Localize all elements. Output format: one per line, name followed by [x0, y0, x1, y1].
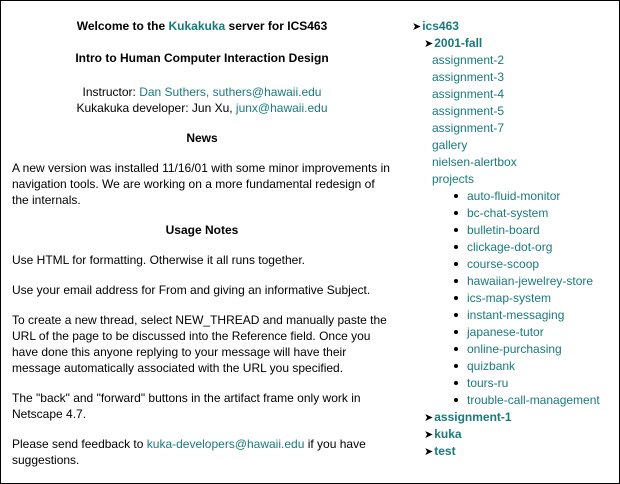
- tree-item-link[interactable]: assignment-5: [432, 104, 505, 118]
- tree-item-link[interactable]: gallery: [432, 138, 468, 152]
- usage-note-netscape: The "back" and "forward" buttons in the artifact frame only work in Netscape 4.7.: [12, 391, 361, 421]
- tree-item-assignment-7[interactable]: [432, 120, 612, 137]
- tree-item-link[interactable]: assignment-7: [432, 121, 505, 135]
- bullet-icon: [454, 398, 458, 402]
- navigation-tree: [412, 18, 612, 460]
- project-item-trouble-call-management[interactable]: [454, 392, 612, 409]
- kukakuka-link[interactable]: Kukakuka: [168, 19, 226, 33]
- news-heading: News: [186, 131, 218, 145]
- usage-note-email: Use your email address for From and giving an informative Subject.: [12, 283, 371, 297]
- usage-heading: Usage Notes: [165, 223, 239, 237]
- course-subtitle: Intro to Human Computer Interaction Design: [75, 51, 329, 65]
- main-content: [12, 14, 392, 468]
- expand-arrow-icon: ➤: [424, 38, 434, 50]
- bullet-icon: [454, 194, 458, 198]
- usage-note-formatting: Use HTML for formatting. Otherwise it all runs together.: [12, 253, 305, 267]
- welcome-suffix: server for ICS463: [225, 19, 328, 33]
- project-link[interactable]: quizbank: [467, 359, 516, 373]
- expand-arrow-icon: ➤: [424, 412, 434, 424]
- tree-item-projects[interactable]: [432, 171, 612, 188]
- tree-folder-test[interactable]: [424, 443, 612, 460]
- tree-item-assignment-5[interactable]: [432, 103, 612, 120]
- expand-arrow-icon: ➤: [424, 429, 434, 441]
- expand-arrow-icon: ➤: [424, 446, 434, 458]
- tree-item-nielsen-alertbox[interactable]: [432, 154, 612, 171]
- project-link[interactable]: hawaiian-jewelrey-store: [467, 274, 594, 288]
- project-item-online-purchasing[interactable]: [454, 341, 612, 358]
- bullet-icon: [454, 262, 458, 266]
- feedback-email-link[interactable]: kuka-developers@hawaii.edu: [146, 437, 305, 451]
- bullet-icon: [454, 279, 458, 283]
- news-text: A new version was installed 11/16/01 with some minor improvements in navigation tools. We are working on a more fundamental redesign of the internals.: [12, 161, 390, 207]
- tree-item-gallery[interactable]: [432, 137, 612, 154]
- tree-item-link[interactable]: nielsen-alertbox: [432, 155, 517, 169]
- instructor-link[interactable]: Dan Suthers, suthers@hawaii.edu: [139, 85, 322, 99]
- project-link[interactable]: japanese-tutor: [467, 325, 544, 339]
- tree-item-assignment-2[interactable]: [432, 52, 612, 69]
- project-link[interactable]: bulletin-board: [467, 223, 540, 237]
- welcome-heading: [12, 18, 392, 34]
- tree-item-assignment-3[interactable]: [432, 69, 612, 86]
- usage-note-feedback: [12, 436, 392, 468]
- expand-arrow-icon: ➤: [412, 21, 422, 33]
- project-link[interactable]: ics-map-system: [467, 291, 552, 305]
- bullet-icon: [454, 211, 458, 215]
- project-link[interactable]: trouble-call-management: [467, 393, 600, 407]
- bullet-icon: [454, 245, 458, 249]
- tree-folder-label[interactable]: kuka: [434, 427, 462, 441]
- instructor-line: [12, 84, 392, 100]
- sibling-folders: [412, 409, 612, 460]
- project-link[interactable]: tours-ru: [467, 376, 509, 390]
- tree-folder-label[interactable]: assignment-1: [434, 410, 512, 424]
- project-item-bc-chat-system[interactable]: [454, 205, 612, 222]
- tree-item-link[interactable]: projects: [432, 172, 475, 186]
- project-item-bulletin-board[interactable]: [454, 222, 612, 239]
- tree-folder-2001-fall[interactable]: [412, 35, 612, 52]
- project-item-course-scoop[interactable]: [454, 256, 612, 273]
- project-link[interactable]: online-purchasing: [467, 342, 562, 356]
- project-link[interactable]: bc-chat-system: [467, 206, 549, 220]
- usage-note-new-thread: To create a new thread, select NEW_THREAD and manually paste the URL of the page to be discussed into the Reference field. Once you have done this anyone replying to your message will have their message automatically associated with the URL you specified.: [12, 313, 387, 375]
- project-item-hawaiian-jewelrey-store[interactable]: [454, 273, 612, 290]
- project-link[interactable]: clickage-dot-org: [467, 240, 553, 254]
- instructor-label: Instructor:: [82, 85, 140, 99]
- project-item-quizbank[interactable]: [454, 358, 612, 375]
- bullet-icon: [454, 330, 458, 334]
- tree-item-assignment-4[interactable]: [432, 86, 612, 103]
- project-link[interactable]: auto-fluid-monitor: [467, 189, 561, 203]
- project-item-japanese-tutor[interactable]: [454, 324, 612, 341]
- project-item-instant-messaging[interactable]: [454, 307, 612, 324]
- feedback-prefix: Please send feedback to: [12, 437, 147, 451]
- project-item-auto-fluid-monitor[interactable]: [454, 188, 612, 205]
- welcome-prefix: Welcome to the: [76, 19, 169, 33]
- tree-item-link[interactable]: assignment-2: [432, 53, 505, 67]
- bullet-icon: [454, 364, 458, 368]
- bullet-icon: [454, 313, 458, 317]
- tree-root[interactable]: [412, 18, 612, 35]
- fall-items-list: [412, 52, 612, 188]
- tree-folder-label[interactable]: 2001-fall: [434, 36, 483, 50]
- developer-line: [12, 100, 392, 116]
- tree-item-link[interactable]: assignment-3: [432, 70, 505, 84]
- project-item-ics-map-system[interactable]: [454, 290, 612, 307]
- bullet-icon: [454, 296, 458, 300]
- tree-folder-label[interactable]: test: [434, 444, 456, 458]
- tree-item-link[interactable]: assignment-4: [432, 87, 505, 101]
- tree-folder-assignment-1[interactable]: [424, 409, 612, 426]
- project-link[interactable]: course-scoop: [467, 257, 540, 271]
- project-items-list: [412, 188, 612, 409]
- project-item-tours-ru[interactable]: [454, 375, 612, 392]
- bullet-icon: [454, 381, 458, 385]
- bullet-icon: [454, 228, 458, 232]
- tree-folder-kuka[interactable]: [424, 426, 612, 443]
- bullet-icon: [454, 347, 458, 351]
- project-item-clickage-dot-org[interactable]: [454, 239, 612, 256]
- tree-root-label[interactable]: ics463: [422, 19, 459, 33]
- project-link[interactable]: instant-messaging: [467, 308, 565, 322]
- developer-email-link[interactable]: junx@hawaii.edu: [235, 101, 328, 115]
- developer-label: Kukakuka developer: Jun Xu,: [76, 101, 236, 115]
- feedback-suffix: if you have suggestions.: [12, 437, 366, 467]
